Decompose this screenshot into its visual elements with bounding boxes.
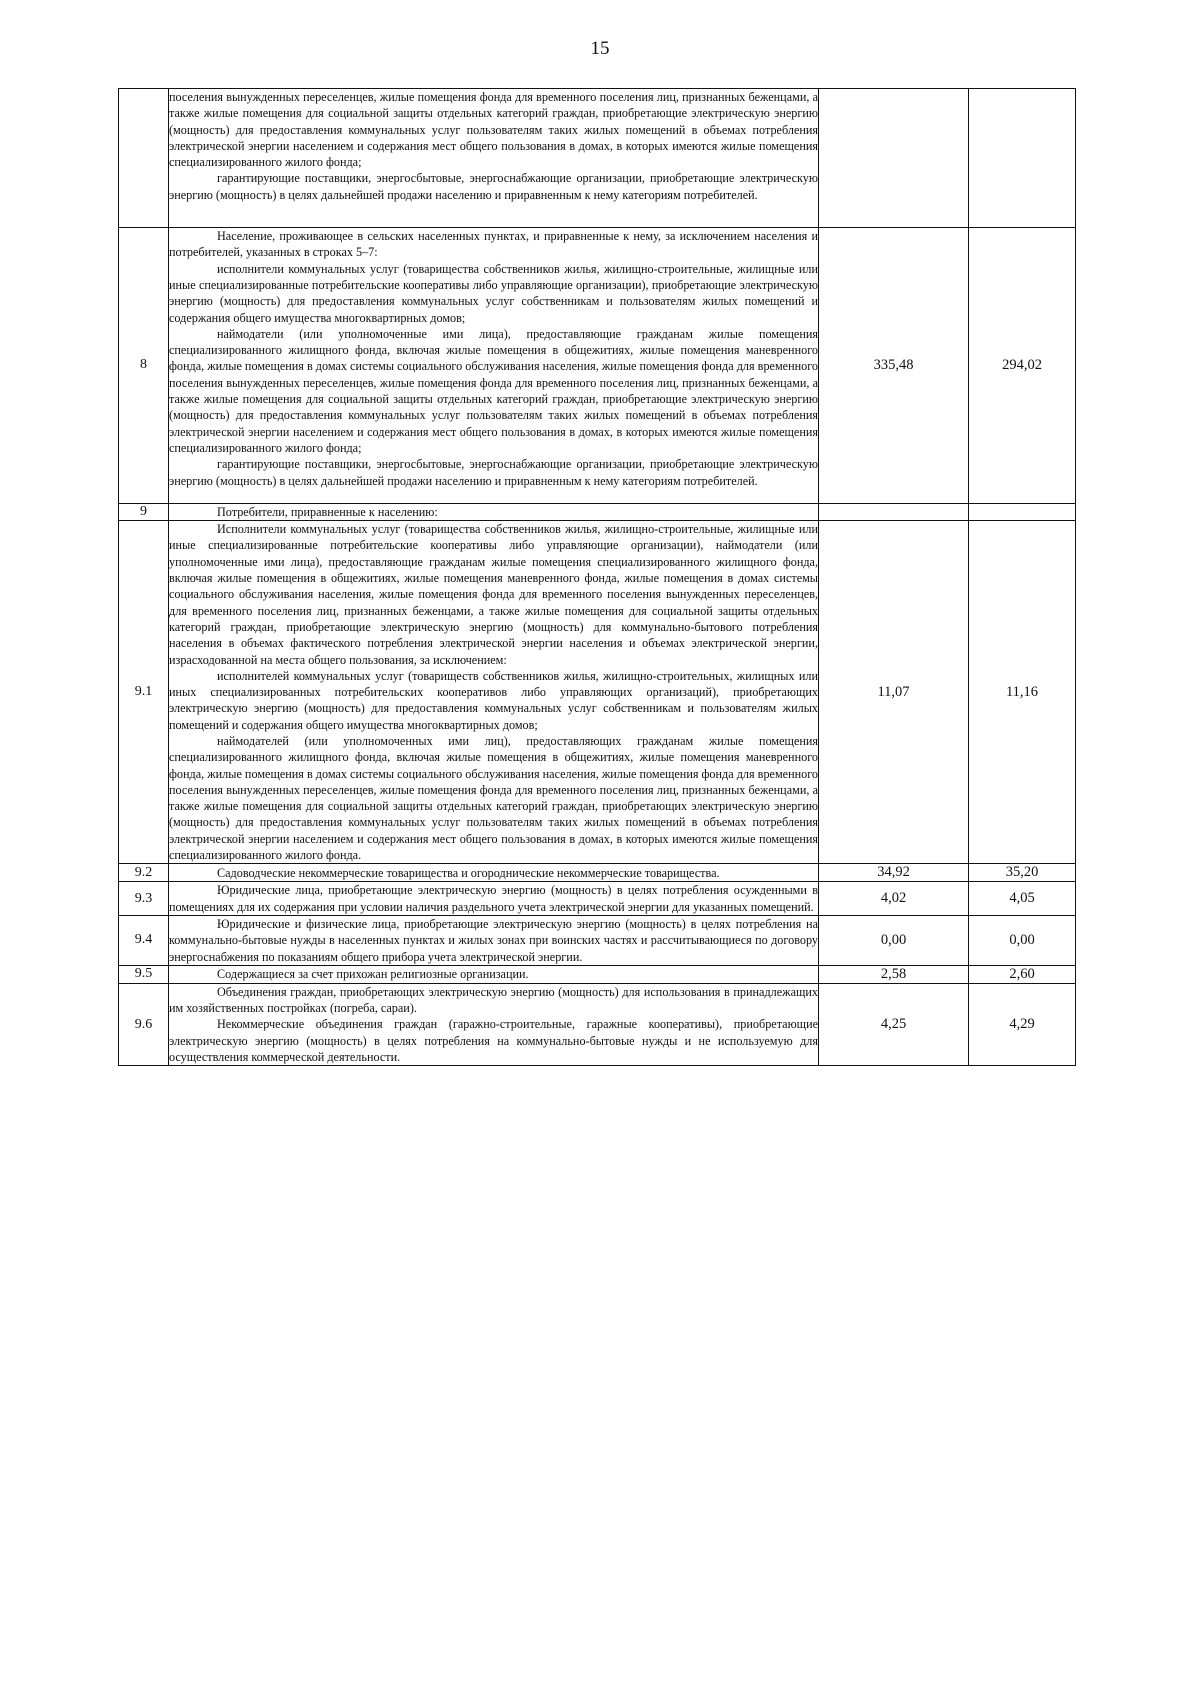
table-row — [119, 965, 1076, 983]
description-paragraph: наймодатели (или уполномоченные ими лица), предоставляющие гражданам жилые помещения специализированного жилищного фонда, включая жилые помещения в общежитиях, жилые помещения маневренного фонда, жилые помещения в домах системы социального обслуживания населения, жилые помещения фонда для временного поселения вынужденных переселенцев, жилые помещения фонда для временного поселения лиц, признанных беженцами, а также жилые помещения для социальной защиты отдельных категорий граждан, приобретающие электрическую энергию (мощность) для предоставления коммунальных услуг пользователям таких жилых помещений в объемах потребления электрической энергии населением и содержания мест общего пользования в домах, в которых имеются жилые помещения специализированного жилого фонда; — [169, 326, 818, 455]
page-number: 15 — [590, 38, 610, 59]
table-row — [119, 915, 1076, 965]
table-row — [119, 89, 1076, 228]
tariff-value-second-half — [969, 89, 1076, 228]
description-paragraph: Потребители, приравненные к населению: — [217, 504, 438, 519]
tariff-value-second-half: 0,00 — [969, 915, 1076, 965]
description-paragraph: исполнители коммунальных услуг (товарищества собственников жилья, жилищно-строительные, жилищные или иные специализированные потребительские кооперативы либо управляющие организации), приобретающие электрическую энергию (мощность) для предоставления коммунальных услуг собственникам и пользователям жилых помещений и содержания общего имущества многоквартирных домов; — [169, 261, 818, 325]
description-paragraph: гарантирующие поставщики, энергосбытовые, энергоснабжающие организации, приобретающие электрическую энергию (мощность) в целях дальнейшей продажи населению и приравненным к нему категориям потребителей. — [169, 457, 818, 488]
tariff-value-first-half: 34,92 — [819, 864, 969, 882]
row-description — [169, 228, 819, 504]
description-paragraph: Юридические лица, приобретающие электрическую энергию (мощность) в целях потребления осужденными в помещениях для их содержания при условии наличия раздельного учета электрической энергии для указанных помещений. — [169, 883, 818, 914]
row-description — [169, 503, 819, 520]
tariff-value-first-half: 0,00 — [819, 915, 969, 965]
row-description — [169, 882, 819, 916]
tariff-value-first-half — [819, 503, 969, 520]
row-number: 9.6 — [119, 983, 169, 1065]
row-number: 8 — [119, 228, 169, 504]
row-number: 9 — [119, 503, 169, 520]
tariff-value-second-half: 35,20 — [969, 864, 1076, 882]
tariff-value-second-half: 4,05 — [969, 882, 1076, 916]
tariff-value-first-half: 11,07 — [819, 521, 969, 864]
description-paragraph: Садоводческие некоммерческие товарищества и огороднические некоммерческие товарищества. — [217, 865, 720, 880]
tariff-value-first-half: 335,48 — [819, 228, 969, 504]
tariff-value-first-half: 4,25 — [819, 983, 969, 1065]
row-number: 9.3 — [119, 882, 169, 916]
tariff-value-second-half — [969, 503, 1076, 520]
tariff-value-second-half: 11,16 — [969, 521, 1076, 864]
row-number: 9.2 — [119, 864, 169, 882]
description-paragraph: Население, проживающее в сельских населенных пунктах, и приравненные к нему, за исключением населения и потребителей, указанных в строках 5–7: — [169, 229, 818, 260]
row-description — [169, 915, 819, 965]
description-paragraph: Объединения граждан, приобретающих электрическую энергию (мощность) для использования в принадлежащих им хозяйственных постройках (погреба, сараи). — [169, 984, 818, 1016]
table-row — [119, 521, 1076, 864]
row-description — [169, 521, 819, 864]
row-number: 9.5 — [119, 965, 169, 983]
description-paragraph: поселения вынужденных переселенцев, жилые помещения фонда для временного поселения лиц, признанных беженцами, а также жилые помещения для социальной защиты отдельных категорий граждан, приобретающие электрическую энергию (мощность) для предоставления коммунальных услуг пользователям таких жилых помещений в объемах потребления электрической энергии населением и содержания мест общего пользования в домах, в которых имеются жилые помещения специализированного жилого фонда; — [169, 90, 818, 170]
description-paragraph: Юридические и физические лица, приобретающие электрическую энергию (мощность) в целях потребления на коммунально-бытовые нужды в населенных пунктах и жилых зонах при воинских частях и рассчитывающиеся по договору энергоснабжения по показаниям общего прибора учета электрической энергии. — [169, 916, 818, 964]
description-paragraph: Содержащиеся за счет прихожан религиозные организации. — [217, 967, 529, 982]
row-description — [169, 983, 819, 1065]
row-number — [119, 89, 169, 228]
tariff-value-first-half: 2,58 — [819, 965, 969, 983]
tariff-value-first-half: 4,02 — [819, 882, 969, 916]
row-number: 9.4 — [119, 915, 169, 965]
description-paragraph: наймодателей (или уполномоченных ими лиц), предоставляющих гражданам жилые помещения специализированного жилищного фонда, включая жилые помещения в общежитиях, жилые помещения маневренного фонда, жилые помещения в домах системы социального обслуживания населения, жилые помещения фонда для временного поселения вынужденных переселенцев, жилые помещения фонда для временного поселения лиц, признанных беженцами, а также жилые помещения для социальной защиты отдельных категорий граждан, приобретающих электрическую энергию (мощность) для предоставления коммунальных услуг пользователям таких жилых помещений в объемах потребления электрической энергии населением и содержания мест общего пользования в домах, в которых имеются жилые помещения специализированного жилого фонда. — [169, 733, 818, 863]
tariff-table-body — [119, 89, 1076, 1066]
tariff-table — [118, 88, 1076, 1066]
row-description — [169, 89, 819, 228]
row-number: 9.1 — [119, 521, 169, 864]
table-row — [119, 228, 1076, 504]
tariff-value-second-half: 294,02 — [969, 228, 1076, 504]
row-description — [169, 864, 819, 882]
table-row — [119, 864, 1076, 882]
description-paragraph: Некоммерческие объединения граждан (гаражно-строительные, гаражные кооперативы), приобретающие электрическую энергию (мощность) в целях потребления на коммунально-бытовые нужды и не используемую для осуществления коммерческой деятельности. — [169, 1017, 818, 1065]
description-paragraph: исполнителей коммунальных услуг (товариществ собственников жилья, жилищно-строительных, жилищных или иных специализированных потребительских кооперативов либо управляющих организаций), приобретающих электрическую энергию (мощность) для предоставления коммунальных услуг собственникам и пользователям жилых помещений и содержания общего имущества многоквартирных домов; — [169, 668, 818, 732]
description-paragraph: гарантирующие поставщики, энергосбытовые, энергоснабжающие организации, приобретающие электрическую энергию (мощность) в целях дальнейшей продажи населению и приравненным к нему категориям потребителей. — [169, 171, 818, 202]
tariff-value-second-half: 2,60 — [969, 965, 1076, 983]
tariff-value-first-half — [819, 89, 969, 228]
tariff-value-second-half: 4,29 — [969, 983, 1076, 1065]
description-paragraph: Исполнители коммунальных услуг (товарищества собственников жилья, жилищно-строительные, жилищные или иные специализированные потребительские кооперативы либо управляющие организации), наймодатели (или уполномоченные ими лица), предоставляющие гражданам жилые помещения специализированного жилищного фонда, включая жилые помещения в общежитиях, жилые помещения маневренного фонда, жилые помещения в домах системы социального обслуживания населения, жилые помещения фонда для временного поселения вынужденных переселенцев, для временного поселения лиц, признанных беженцами, а также жилые помещения для социальной защиты отдельных категорий граждан, приобретающие электрическую энергию (мощность) для коммунально-бытового потребления населения в объемах фактического потребления электрической энергии населения и объемах электрической энергии, израсходованной на места общего пользования, за исключением: — [169, 522, 818, 667]
table-row — [119, 882, 1076, 916]
table-row — [119, 503, 1076, 520]
table-row — [119, 983, 1076, 1065]
row-description — [169, 965, 819, 983]
